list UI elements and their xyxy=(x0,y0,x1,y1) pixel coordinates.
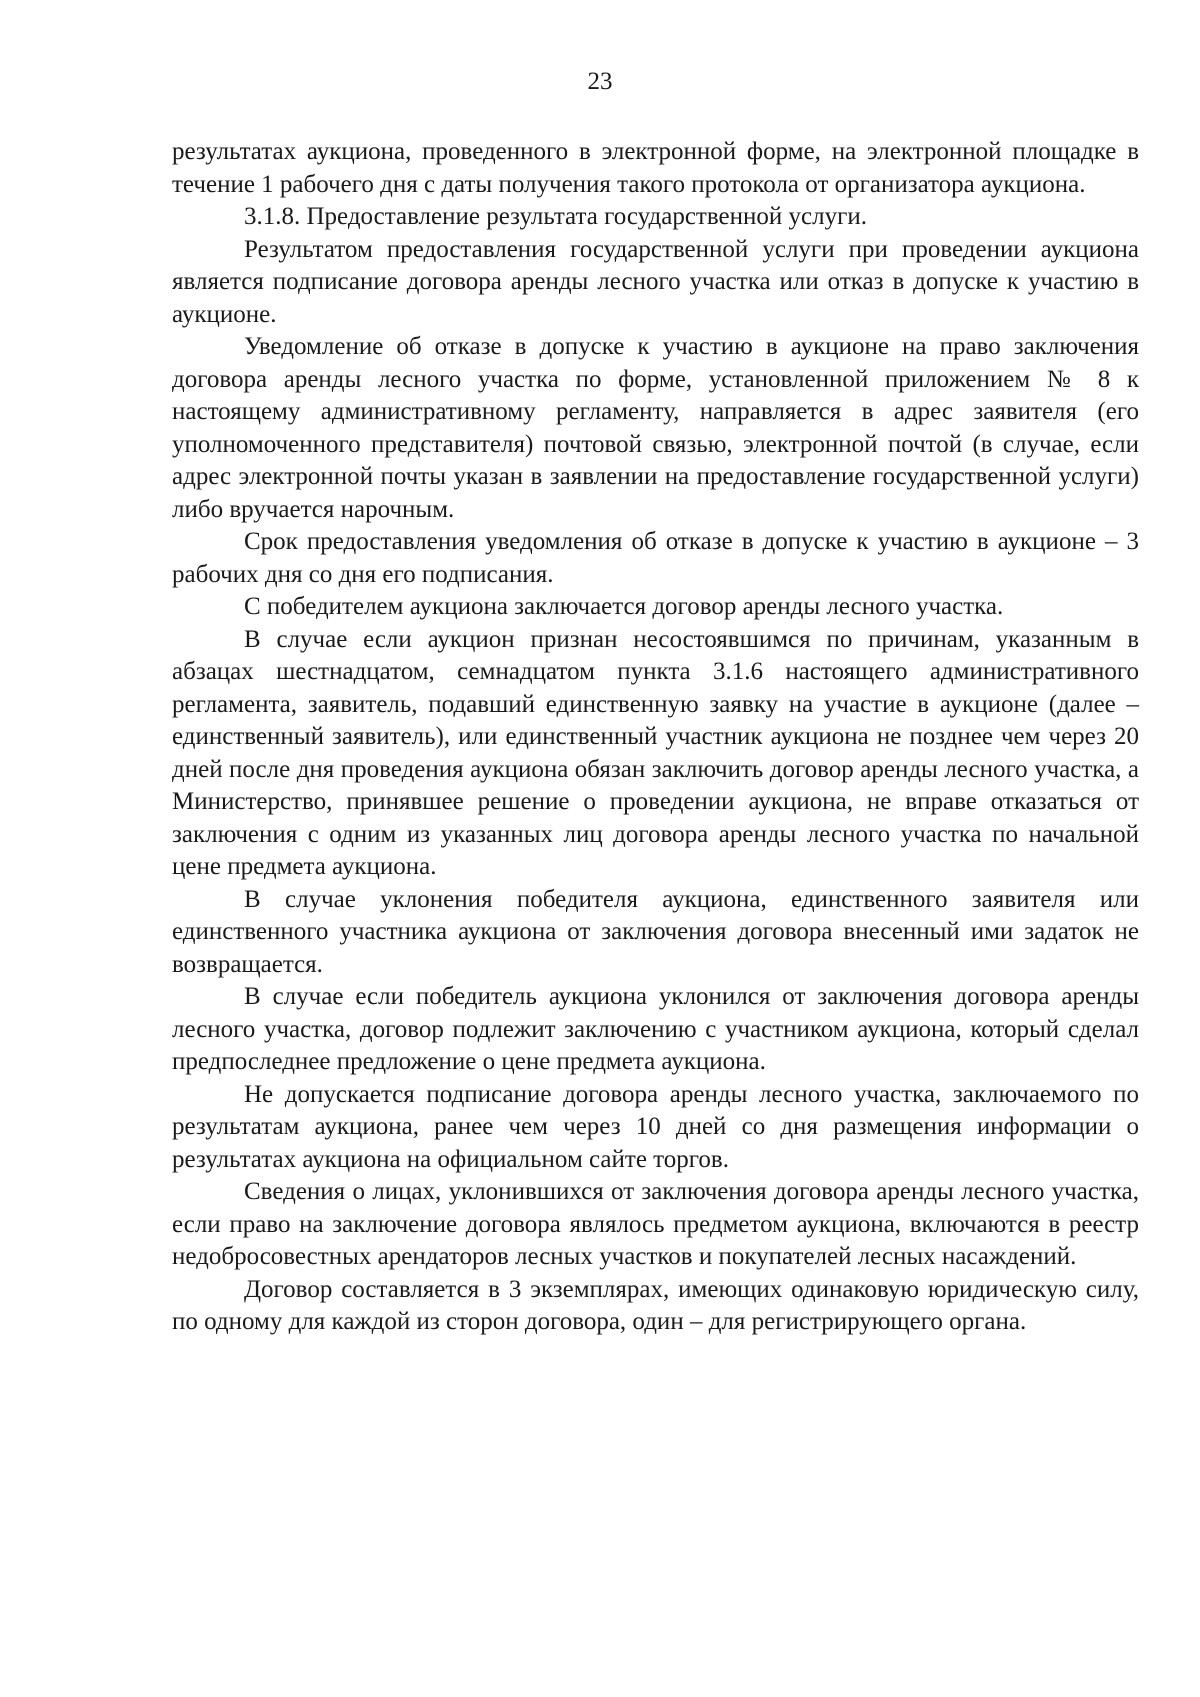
paragraph-8: В случае уклонения победителя аукциона, единственного заявителя или единственного участника аукциона от заключения договора внесенный ими задаток не возвращается. xyxy=(172,885,1139,978)
page-number: 23 xyxy=(587,68,613,95)
paragraph-11: Сведения о лицах, уклонившихся от заключения договора аренды лесного участка, если право на заключение договора являлось предметом аукциона, включаются в реестр недобросовестных арендаторов лесных участков и покупателей лесных насаждений. xyxy=(172,1178,1139,1270)
paragraph-9: В случае если победитель аукциона уклонился от заключения договора аренды лесного участка, договор подлежит заключению с участником аукциона, который сделал предпоследнее предложение о цене предмета аукциона. xyxy=(172,983,1139,1075)
paragraph-4: Уведомление об отказе в допуске к участию в аукционе на право заключения договора аренды лесного участка по форме, установленной приложением № 8 к настоящему административному регламенту, направляется в адрес заявителя (его уполномоченного представителя) почтовой связью, электронной почтой (в случае, если адрес электронной почты указан в заявлении на предоставление государственной услуги) либо вручается нарочным. xyxy=(172,333,1139,523)
paragraph-2-section-heading: 3.1.8. Предоставление результата государственной услуги. xyxy=(244,203,867,230)
paragraph-6: С победителем аукциона заключается договор аренды лесного участка. xyxy=(244,593,1004,620)
document-body xyxy=(172,136,1139,1339)
paragraph-3: Результатом предоставления государственной услуги при проведении аукциона является подписание договора аренды лесного участка или отказ в допуске к участию в аукционе. xyxy=(172,235,1139,328)
paragraph-7: В случае если аукцион признан несостоявшимся по причинам, указанным в абзацах шестнадцатом, семнадцатом пункта 3.1.6 настоящего административного регламента, заявитель, подавший единственную заявку на участие в аукционе (далее – единственный заявитель), или единственный участник аукциона не позднее чем через 20 дней после дня проведения аукциона обязан заключить договор аренды лесного участка, а Министерство, принявшее решение о проведении аукциона, не вправе отказаться от заключения с одним из указанных лиц договора аренды лесного участка по начальной цене предмета аукциона. xyxy=(172,625,1139,880)
paragraph-5: Срок предоставления уведомления об отказе в допуске к участию в аукционе – 3 рабочих дня со дня его подписания. xyxy=(172,528,1139,588)
paragraph-12: Договор составляется в 3 экземплярах, имеющих одинаковую юридическую силу, по одному для каждой из сторон договора, один – для регистрирующего органа. xyxy=(172,1275,1139,1335)
paragraph-10: Не допускается подписание договора аренды лесного участка, заключаемого по результатам аукциона, ранее чем через 10 дней со дня размещения информации о результатах аукциона на официальном сайте торгов. xyxy=(172,1080,1139,1173)
paragraph-1: результатах аукциона, проведенного в электронной форме, на электронной площадке в течение 1 рабочего дня с даты получения такого протокола от организатора аукциона. xyxy=(172,138,1139,198)
